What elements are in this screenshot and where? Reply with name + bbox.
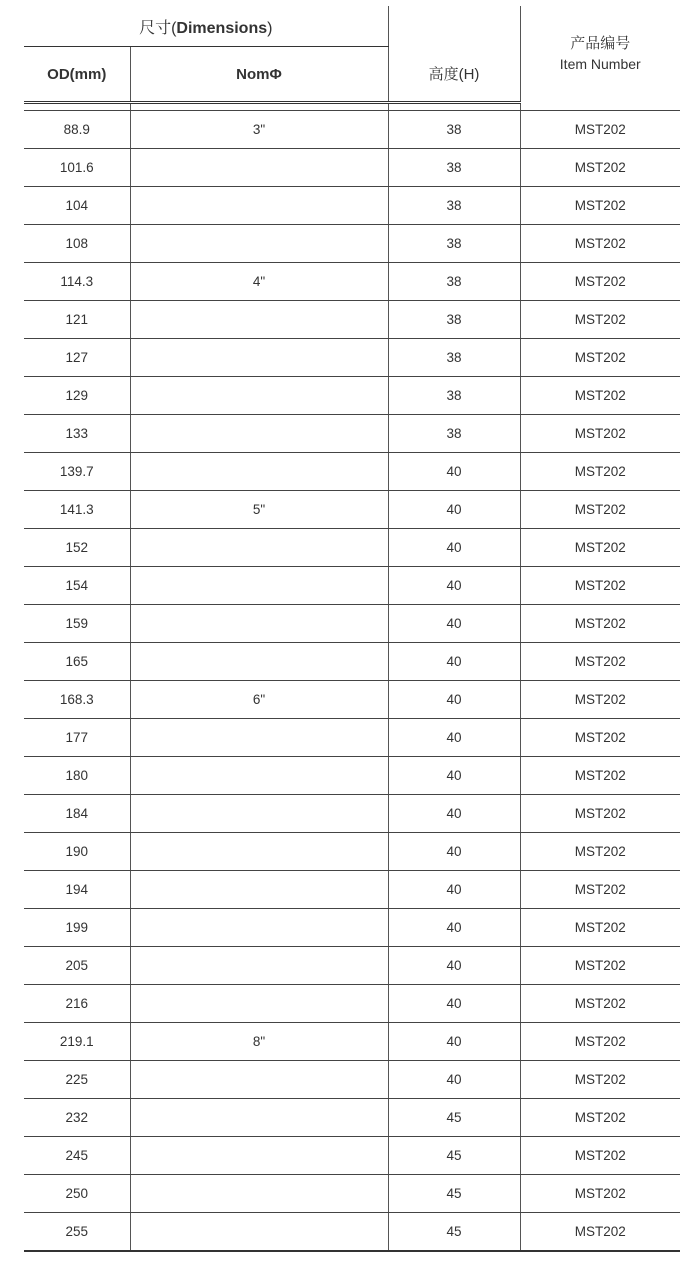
od-cell: 121 [24, 301, 130, 339]
spec-table [24, 6, 680, 1252]
height-cell: 38 [388, 225, 520, 263]
item-number-cell: MST202 [520, 985, 680, 1023]
item-number-cell: MST202 [520, 719, 680, 757]
nom-cell [130, 1061, 388, 1099]
nom-cell [130, 1099, 388, 1137]
item-number-cell: MST202 [520, 301, 680, 339]
height-cell: 40 [388, 605, 520, 643]
table-row [24, 1099, 680, 1137]
od-cell: 216 [24, 985, 130, 1023]
height-cell: 40 [388, 757, 520, 795]
item-number-cell: MST202 [520, 605, 680, 643]
nom-cell [130, 1175, 388, 1213]
height-cell: 40 [388, 719, 520, 757]
item-number-cell: MST202 [520, 1061, 680, 1099]
table-row [24, 643, 680, 681]
item-number-cell: MST202 [520, 795, 680, 833]
od-cell: 190 [24, 833, 130, 871]
od-cell: 139.7 [24, 453, 130, 491]
nom-cell [130, 643, 388, 681]
nom-cell [130, 909, 388, 947]
item-number-header: 产品编号 Item Number [559, 35, 641, 73]
table-row [24, 301, 680, 339]
table-row [24, 1061, 680, 1099]
nom-cell [130, 719, 388, 757]
nom-cell [130, 187, 388, 225]
table-row [24, 681, 680, 719]
item-number-cell: MST202 [520, 377, 680, 415]
od-cell: 133 [24, 415, 130, 453]
item-number-cell: MST202 [520, 111, 680, 149]
height-cell: 38 [388, 149, 520, 187]
table-row [24, 225, 680, 263]
nom-cell [130, 1137, 388, 1175]
item-number-cell: MST202 [520, 947, 680, 985]
table-row [24, 871, 680, 909]
nom-cell: 3" [130, 111, 388, 149]
od-cell: 108 [24, 225, 130, 263]
nom-cell [130, 833, 388, 871]
item-number-cell: MST202 [520, 491, 680, 529]
od-cell: 219.1 [24, 1023, 130, 1061]
table-row [24, 529, 680, 567]
nom-cell: 5" [130, 491, 388, 529]
height-cell: 40 [388, 453, 520, 491]
height-cell: 40 [388, 795, 520, 833]
od-cell: 168.3 [24, 681, 130, 719]
height-cell: 38 [388, 187, 520, 225]
nom-cell [130, 605, 388, 643]
nom-cell [130, 757, 388, 795]
od-cell: 177 [24, 719, 130, 757]
item-number-cell: MST202 [520, 149, 680, 187]
nom-cell [130, 225, 388, 263]
table-row [24, 1137, 680, 1175]
table-row [24, 947, 680, 985]
od-cell: 154 [24, 567, 130, 605]
height-cell: 40 [388, 909, 520, 947]
item-number-cell: MST202 [520, 681, 680, 719]
nom-cell [130, 567, 388, 605]
dimensions-header: 尺寸(Dimensions) [24, 6, 388, 47]
od-cell: 205 [24, 947, 130, 985]
height-cell: 40 [388, 643, 520, 681]
item-number-cell: MST202 [520, 871, 680, 909]
table-row [24, 415, 680, 453]
nom-cell [130, 947, 388, 985]
item-number-cell: MST202 [520, 453, 680, 491]
od-cell: 199 [24, 909, 130, 947]
height-cell: 38 [388, 339, 520, 377]
nom-cell [130, 871, 388, 909]
nom-cell [130, 301, 388, 339]
item-number-cell: MST202 [520, 1137, 680, 1175]
od-cell: 101.6 [24, 149, 130, 187]
height-cell: 45 [388, 1137, 520, 1175]
height-cell: 45 [388, 1175, 520, 1213]
item-number-cell: MST202 [520, 263, 680, 301]
table-row [24, 985, 680, 1023]
item-number-cell: MST202 [520, 909, 680, 947]
height-cell: 38 [388, 111, 520, 149]
od-cell: 114.3 [24, 263, 130, 301]
table-row [24, 795, 680, 833]
height-cell: 40 [388, 681, 520, 719]
table-row [24, 149, 680, 187]
nom-cell [130, 1213, 388, 1252]
item-number-cell: MST202 [520, 567, 680, 605]
height-cell: 40 [388, 1061, 520, 1099]
table-body [24, 111, 680, 1252]
od-cell: 152 [24, 529, 130, 567]
height-cell: 40 [388, 1023, 520, 1061]
item-number-cell: MST202 [520, 1213, 680, 1252]
height-cell: 38 [388, 415, 520, 453]
od-cell: 88.9 [24, 111, 130, 149]
od-header: OD(mm) [24, 47, 130, 103]
nom-cell [130, 415, 388, 453]
od-cell: 127 [24, 339, 130, 377]
od-cell: 232 [24, 1099, 130, 1137]
height-cell: 40 [388, 871, 520, 909]
od-cell: 194 [24, 871, 130, 909]
nom-cell [130, 377, 388, 415]
table-row [24, 567, 680, 605]
nom-cell: 4" [130, 263, 388, 301]
height-cell: 38 [388, 263, 520, 301]
height-cell: 38 [388, 377, 520, 415]
od-cell: 250 [24, 1175, 130, 1213]
nom-cell [130, 453, 388, 491]
item-number-cell: MST202 [520, 529, 680, 567]
nom-cell [130, 795, 388, 833]
item-number-cell: MST202 [520, 225, 680, 263]
od-cell: 165 [24, 643, 130, 681]
height-cell: 40 [388, 567, 520, 605]
nom-cell [130, 985, 388, 1023]
table-row [24, 111, 680, 149]
height-cell: 40 [388, 529, 520, 567]
od-cell: 141.3 [24, 491, 130, 529]
table-row [24, 1213, 680, 1252]
table-row [24, 1023, 680, 1061]
item-number-cell: MST202 [520, 757, 680, 795]
table-row [24, 757, 680, 795]
table-row [24, 187, 680, 225]
table-row [24, 377, 680, 415]
nom-cell: 6" [130, 681, 388, 719]
od-cell: 245 [24, 1137, 130, 1175]
item-number-cell: MST202 [520, 187, 680, 225]
item-number-cell: MST202 [520, 643, 680, 681]
item-number-cell: MST202 [520, 1099, 680, 1137]
item-number-cell: MST202 [520, 833, 680, 871]
od-cell: 225 [24, 1061, 130, 1099]
table-row [24, 1175, 680, 1213]
table-row [24, 453, 680, 491]
height-cell: 40 [388, 833, 520, 871]
od-cell: 184 [24, 795, 130, 833]
table-row [24, 263, 680, 301]
od-cell: 255 [24, 1213, 130, 1252]
table-row [24, 833, 680, 871]
table-row [24, 491, 680, 529]
item-number-cell: MST202 [520, 339, 680, 377]
od-cell: 180 [24, 757, 130, 795]
item-number-cell: MST202 [520, 1023, 680, 1061]
height-header: 高度(H) [388, 47, 520, 103]
table-header [24, 6, 680, 111]
nom-cell [130, 529, 388, 567]
height-cell: 38 [388, 301, 520, 339]
table-row [24, 909, 680, 947]
nom-cell [130, 339, 388, 377]
table-row [24, 339, 680, 377]
height-cell: 40 [388, 491, 520, 529]
od-cell: 159 [24, 605, 130, 643]
od-cell: 104 [24, 187, 130, 225]
table-row [24, 719, 680, 757]
nom-cell [130, 149, 388, 187]
height-cell: 45 [388, 1099, 520, 1137]
table-row [24, 605, 680, 643]
od-cell: 129 [24, 377, 130, 415]
item-number-cell: MST202 [520, 1175, 680, 1213]
item-number-cell: MST202 [520, 415, 680, 453]
nom-header: NomΦ [130, 47, 388, 103]
height-cell: 45 [388, 1213, 520, 1252]
height-cell: 40 [388, 985, 520, 1023]
height-cell: 40 [388, 947, 520, 985]
nom-cell: 8" [130, 1023, 388, 1061]
